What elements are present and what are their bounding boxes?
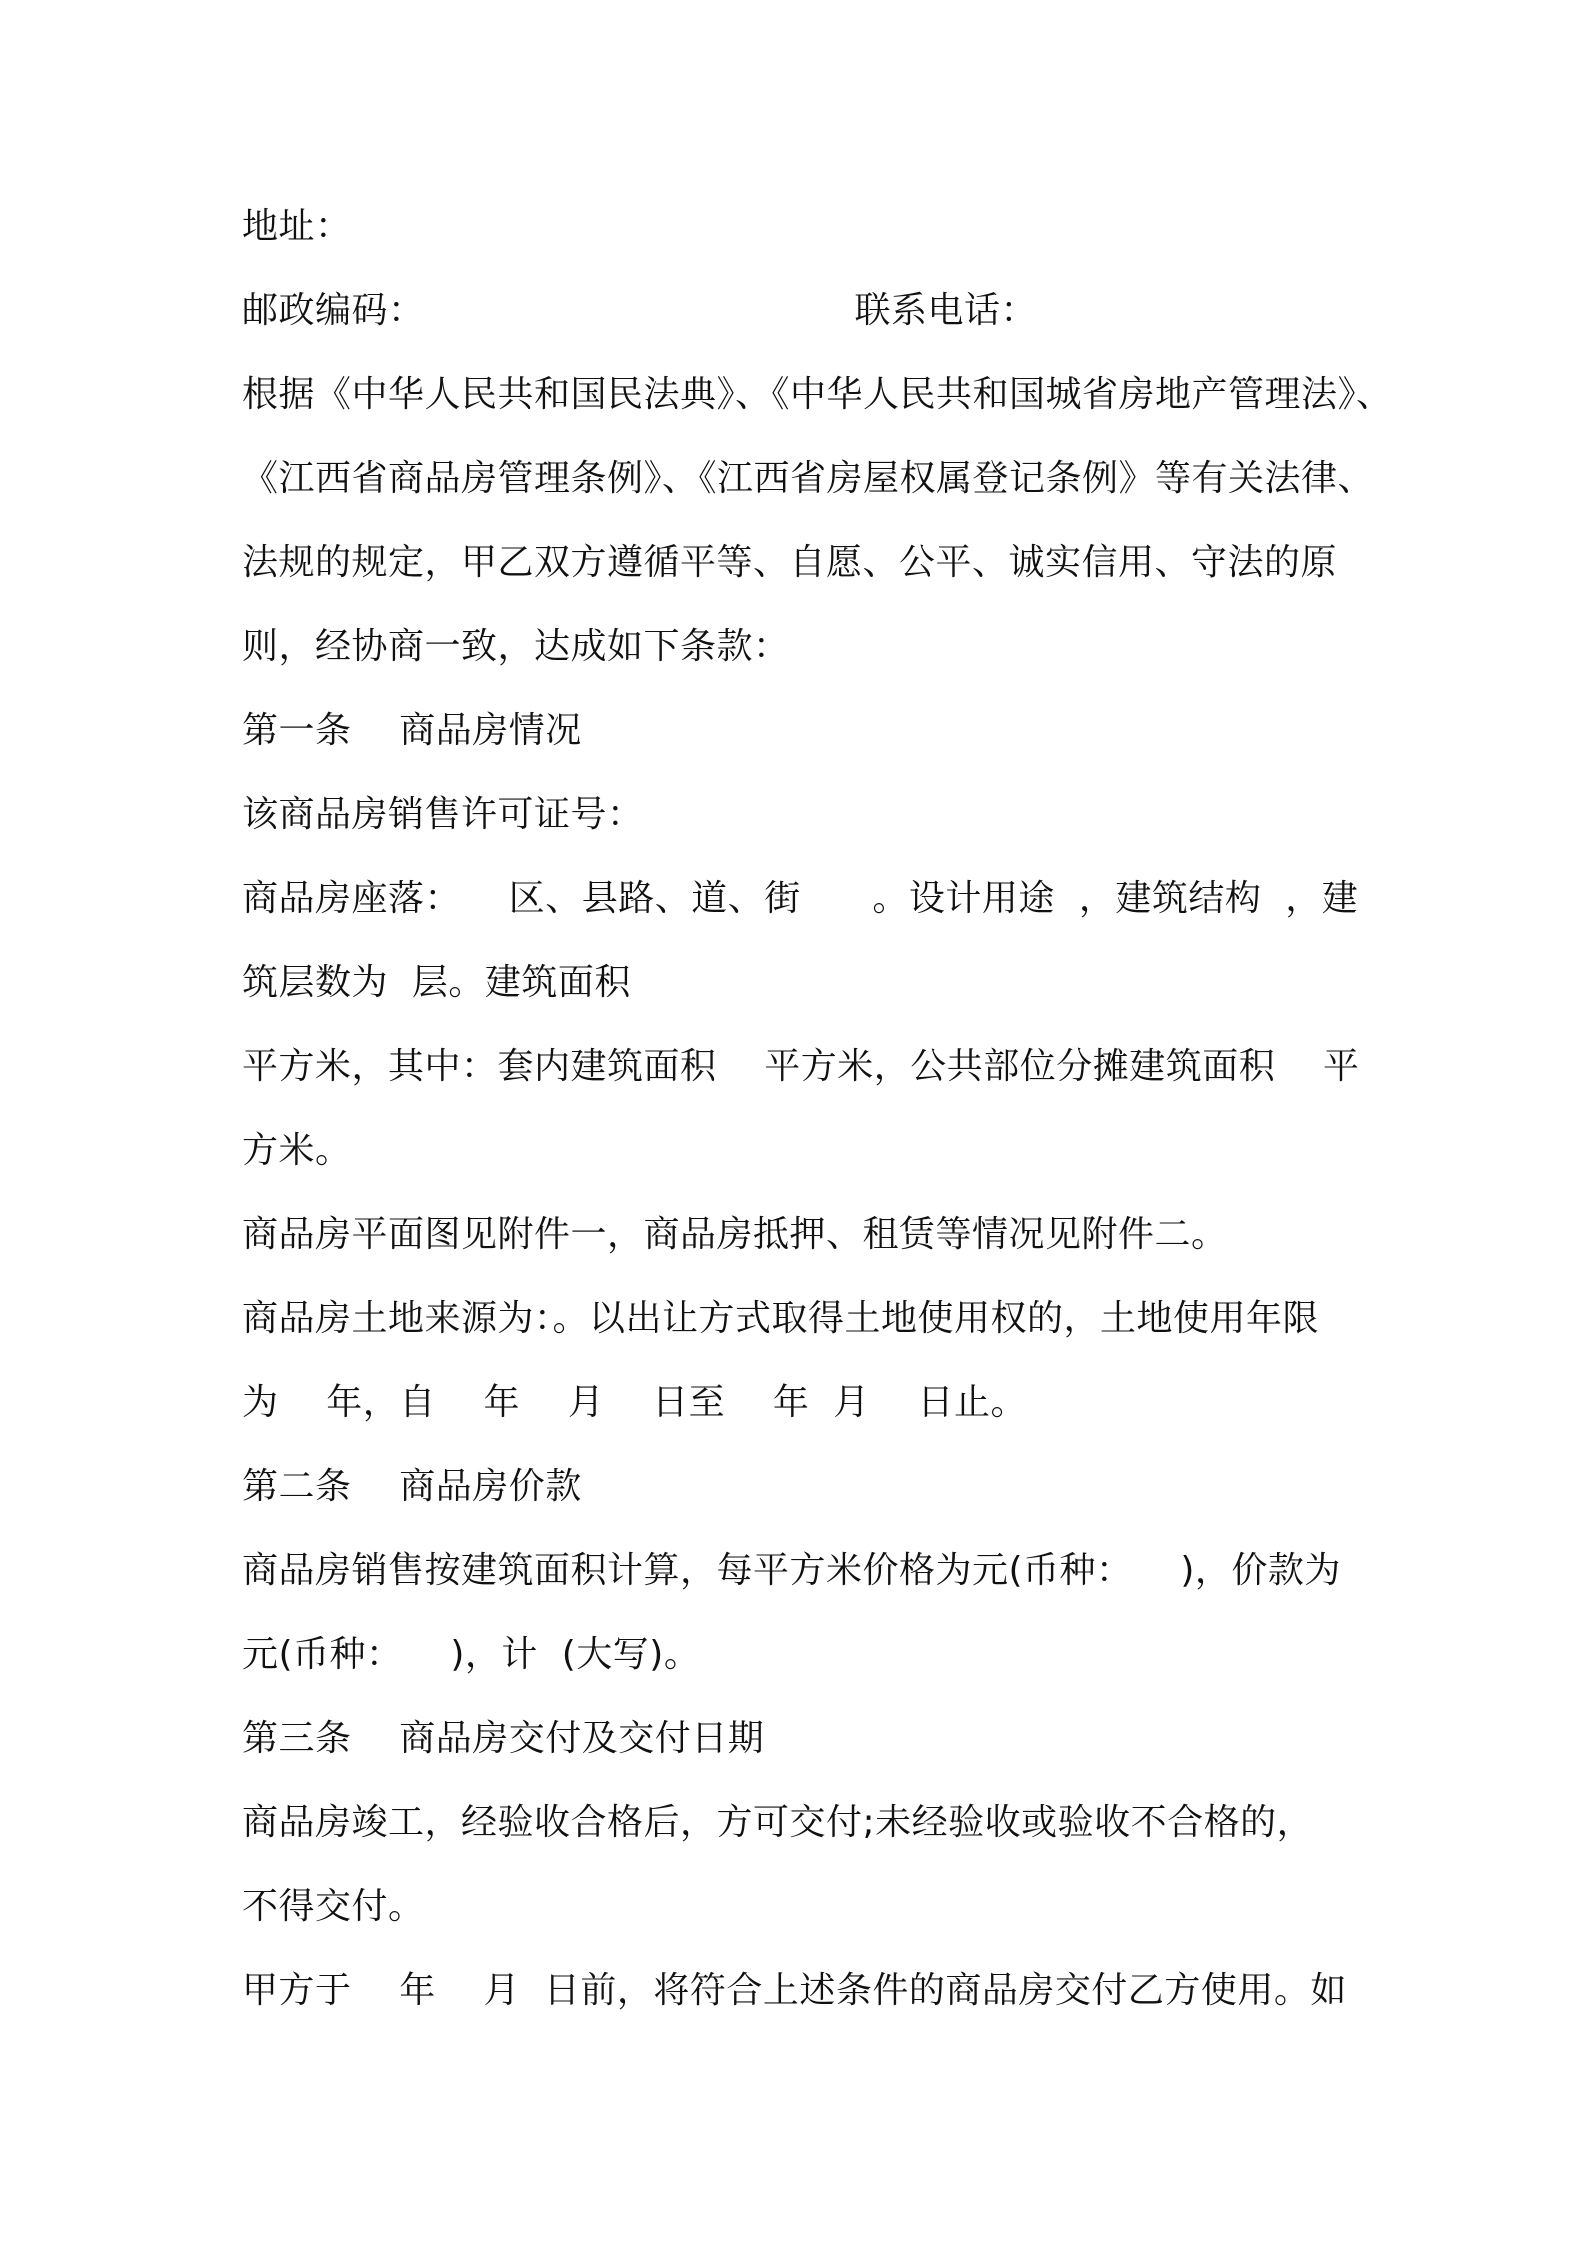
text-line: 为 年，自 年 月 日至 年 月 日止。 — [242, 1382, 1028, 1423]
text-line: 不得交付。 — [242, 1886, 425, 1927]
text-line: 该商品房销售许可证号： — [242, 794, 644, 835]
text-line: 方米。 — [242, 1130, 352, 1171]
text-line: 根据《中华人民共和国民法典》、《中华人民共和国城省房地产管理法》、 — [242, 374, 1393, 415]
text-line: 商品房平面图见附件一，商品房抵押、租赁等情况见附件二。 — [242, 1214, 1228, 1255]
text-line-postcode-phone: 邮政编码： 联系电话： — [242, 290, 1037, 331]
text-line: 商品房竣工，经验收合格后，方可交付;未经验收或验收不合格的， — [242, 1802, 1314, 1843]
text-line: 元(币种： )，计 (大写)。 — [242, 1634, 701, 1675]
text-line: 商品房座落： 区、县路、道、街 。设计用途 ，建筑结构 ，建 — [242, 878, 1359, 919]
text-line: 筑层数为 层。建筑面积 — [242, 962, 631, 1003]
article-heading: 第一条 商品房情况 — [242, 710, 582, 751]
text-line-address: 地址： — [242, 206, 352, 247]
text-line: 《江西省商品房管理条例》、《江西省房屋权属登记条例》等有关法律、 — [242, 458, 1375, 499]
text-line: 法规的规定，甲乙双方遵循平等、自愿、公平、诚实信用、守法的原 — [242, 542, 1338, 583]
text-line: 商品房土地来源为：。以出让方式取得土地使用权的，土地使用年限 — [242, 1298, 1320, 1339]
text-line: 平方米，其中：套内建筑面积 平方米，公共部位分摊建筑面积 平 — [242, 1046, 1360, 1087]
text-line: 则，经协商一致，达成如下条款： — [242, 626, 790, 667]
article-heading: 第三条 商品房交付及交付日期 — [242, 1718, 765, 1759]
article-heading: 第二条 商品房价款 — [242, 1466, 582, 1507]
text-line: 商品房销售按建筑面积计算，每平方米价格为元(币种： )，价款为 — [242, 1550, 1341, 1591]
text-line: 甲方于 年 月 日前，将符合上述条件的商品房交付乙方使用。如 — [242, 1970, 1347, 2011]
